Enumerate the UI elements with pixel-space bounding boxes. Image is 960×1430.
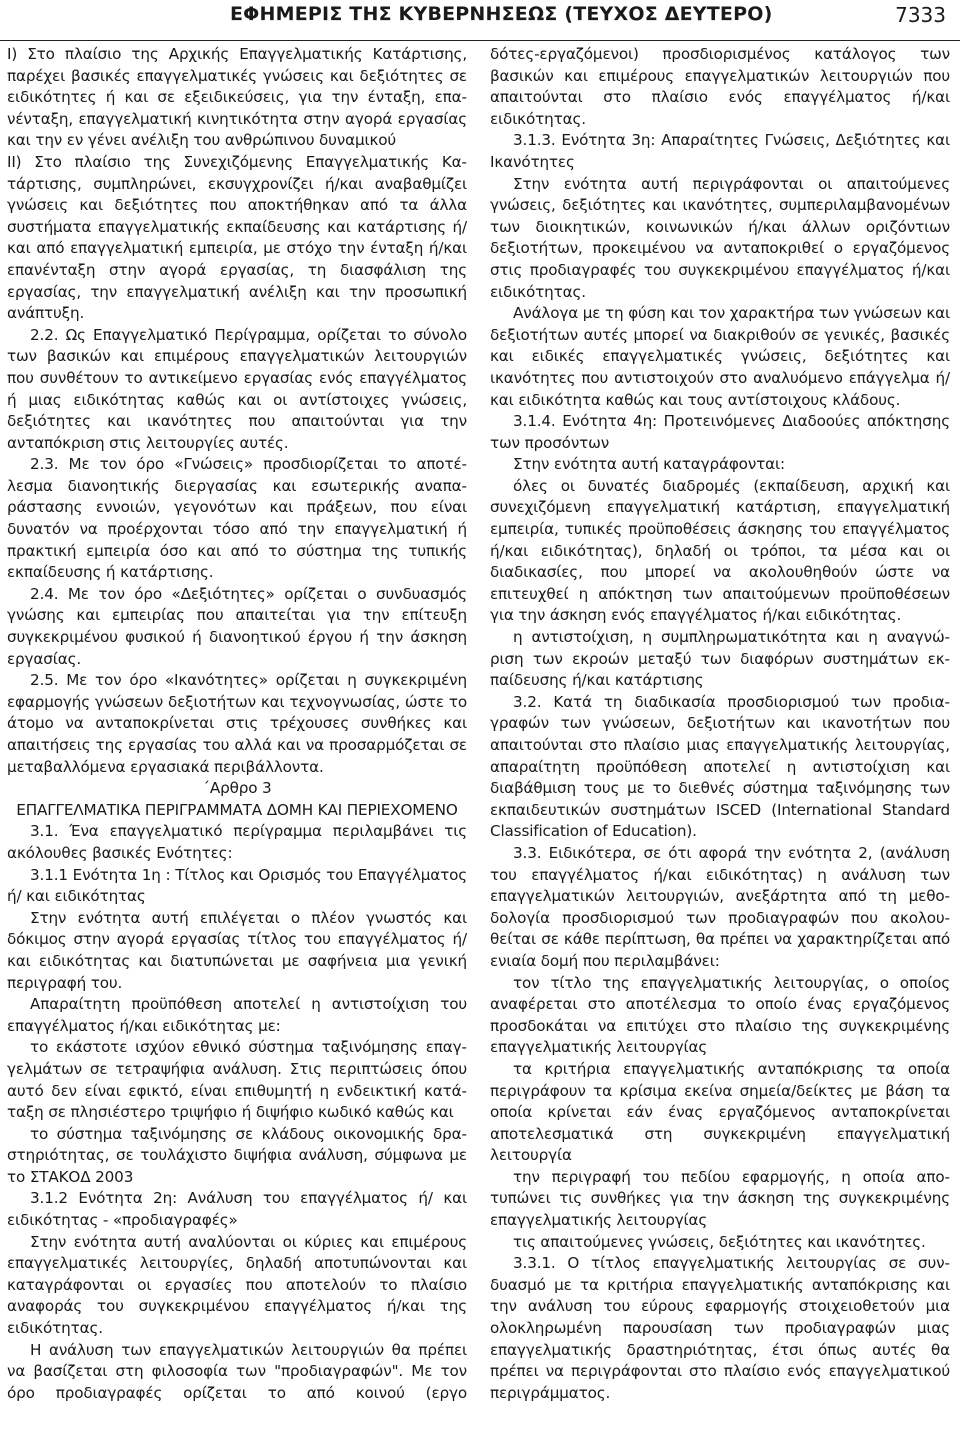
list-item: η αντιστοίχιση, η συμπληρωματικότητα και η αναγνώριση των εκροών μεταξύ των διαφόρων συστημάτων εκπαίδευσης ή/και κατάρτισης <box>490 628 950 690</box>
paragraph: 3.1. Ένα επαγγελματικό περίγραμμα περιλαμβάνει τις ακόλουθες βασικές Ενότητες: <box>7 822 467 862</box>
paragraph: Ανάλογα με τη φύση και τον χαρακτήρα των γνώσεων και δεξιοτήτων αυτές μπορεί να διακριθούν σε γενικές, βασικές και ειδικές επαγγελματικές γνώσεις, δεξιότητες και ικανότητες που αντιστοιχούν στο αναλυόμενο επάγγελμα ή/και ειδικότητα καθώς και τους αντίστοιχους κλάδους. <box>490 304 951 409</box>
list-item: την περιγραφή του πεδίου εφαρμογής, η οποία αποτυπώνει τις συνθήκες για την άσκηση της συγκεκριμένης επαγγελματικής λειτουργίας <box>490 1167 950 1230</box>
left-column <box>7 44 467 1404</box>
article-heading: ΄Αρθρο 3 <box>202 779 272 798</box>
paragraph: Η ανάλυση των επαγγελματικών λειτουργιών θα πρέπει να βασίζεται στη φιλοσοφία των "προδιαγραφών". Με τον όρο προδιαγραφές ορίζεται το από κοινού (εργο <box>7 1340 467 1402</box>
section-heading: 3.1.2 Ενότητα 2η: Ανάλυση του επαγγέλματος ή/ και ειδικότητας - «προδιαγραφές» <box>7 1189 467 1230</box>
page-number: 7333 <box>895 3 946 27</box>
right-column <box>490 44 950 1404</box>
paragraph: 2.3. Με τον όρο «Γνώσεις» προσδιορίζεται το αποτέλεσμα διανοητικής διεργασίας και εσωτερικής αναπαράστασης εννοιών, γεγονότων και πράξεων, που είναι δυνατόν να προέρχονται τόσο από την επαγγελματική ή πρακτική εμπειρία όσο και από το σύστημα της τυπικής εκπαίδευσης ή κατάρτισης. <box>7 455 467 582</box>
paragraph: Απαραίτητη προϋπόθεση αποτελεί η αντιστοίχιση του επαγγέλματος ή/και ειδικότητας με: <box>7 995 467 1035</box>
paragraph: δότες-εργαζόμενοι) προσδιορισμένος κατάλογος των βασικών και επιμέρους επαγγελματικών λειτουργιών που απαιτούνται στο πλαίσιο ενός επαγγέλματος ή/και ειδικότητας. <box>490 45 950 128</box>
list-item: τα κριτήρια επαγγελματικής ανταπόκρισης τα οποία περιγράφουν τα κρίσιμα εκείνα σημεία/δείκτες με βάση τα οποία κρίνεται εάν ένας εργαζόμενος ανταποκρίνεται αποτελεσματικά στη συγκεκριμένη επαγγελματική λειτουργία <box>490 1059 950 1165</box>
section-heading: 3.1.4. Ενότητα 4η: Προτεινόμενες Διαδοούες απόκτησης των προσόντων <box>490 412 950 452</box>
paragraph: 3.3. Ειδικότερα, σε ότι αφορά την ενότητα 2, (ανάλυση του επαγγέλματος ή/και ειδικότητας) η ανάλυση των επαγγελματικών λειτουργιών, ανεξάρτητα από τη μεθοδολογία προσδιορισμού των προδιαγραφών που ακολουθείται σε κάθε περίπτωση, θα πρέπει να χαρακτηρίζεται από ενιαία δομή που περιλαμβάνει: <box>490 843 950 970</box>
list-item: τις απαιτούμενες γνώσεις, δεξιότητες και ικανότητες. <box>513 1232 926 1251</box>
paragraph: Στην ενότητα αυτή αναλύονται οι κύριες και επιμέρους επαγγελματικές λειτουργίες, δηλαδή αποτυπώνονται και καταγράφονται οι εργασίες που αποτελούν το πλαίσιο αναφοράς του συγκεκριμένου επαγγέλματος ή/και της ειδικότητας. <box>7 1232 467 1338</box>
paragraph: 2.5. Με τον όρο «Ικανότητες» ορίζεται η συγκεκριμένη εφαρμογής γνώσεων δεξιοτήτων και τεχνογνωσίας, ώστε το άτομο να ανταποκρίνεται στις τρέχουσες συνθήκες και απαιτήσεις της εργασίας του αλλά και να προσαρμόζεται σε μεταβαλλόμενα εργασιακά περιβάλλοντα. <box>7 671 467 776</box>
gazette-title: ΕΦΗΜΕΡΙΣ ΤΗΣ ΚΥΒΕΡΝΗΣΕΩΣ (ΤΕΥΧΟΣ ΔΕΥΤΕΡΟ) <box>230 3 773 25</box>
paragraph: Στην ενότητα αυτή καταγράφονται: <box>513 455 785 474</box>
paragraph: Στην ενότητα αυτή περιγράφονται οι απαιτούμενες γνώσεις, δεξιότητες και ικανότητες, συμπεριλαμβανομένων των διοικητικών, κοινωνικών ή/και άλλων οριζόντιων δεξιοτήτων, προκειμένου να ανταποκριθεί ο εργαζόμενος στις προδιαγραφές του συγκεκριμένου επαγγέλματος ή/και ειδικότητας. <box>490 174 950 301</box>
page-header <box>0 0 960 41</box>
list-item: το σύστημα ταξινόμησης σε κλάδους οικονομικής δραστηριότητας, σε τουλάχιστο διψήφια ανάλυση, σύμφωνα με το ΣΤΑΚΟΔ 2003 <box>7 1124 467 1186</box>
article-title: ΕΠΑΓΓΕΛΜΑΤΙΚΑ ΠΕΡΙΓΡΑΜΜΑΤΑ ΔΟΜΗ ΚΑΙ ΠΕΡΙΕΧΟΜΕΝΟ <box>16 800 458 819</box>
paragraph: 2.4. Με τον όρο «Δεξιότητες» ορίζεται ο συνδυασμός γνώσης και εμπειρίας που απαιτείται για την επίτευξη συγκεκριμένου φυσικού ή διανοητικού έργου ή την άσκηση εργασίας. <box>7 584 467 668</box>
list-item: το εκάστοτε ισχύον εθνικό σύστημα ταξινόμησης επαγγελμάτων σε τετραψήφια ανάλυση. Στις περιπτώσεις όπου αυτό δεν είναι εφικτό, είναι επιθυμητή η ενδεικτική κατάταξη σε πλησιέστερο τριψήφιο ή διψήφιο κωδικό καθώς και <box>7 1038 467 1122</box>
section-heading: 3.1.1 Ενότητα 1η : Τίτλος και Ορισμός του Επαγγέλματος ή/ και ειδικότητας <box>7 865 467 906</box>
paragraph: 3.3.1. Ο τίτλος επαγγελματικής λειτουργίας σε συνδυασμό με τα κριτήρια επαγγελματικής ανταπόκρισης και την ανάλυση του εύρους εφαρμογής στοιχειοθετούν μια ολοκληρωμένη παρουσίαση των προδιαγραφών μιας επαγγελματικής δραστηριότητας, έτσι όπως αυτές θα πρέπει να περιγράφονται στο πλαίσιο ενός επαγγελματικού περιγράμματος. <box>490 1254 950 1402</box>
paragraph: 2.2. Ως Επαγγελματικό Περίγραμμα, ορίζεται το σύνολο των βασικών και επιμέρους επαγγελματικών λειτουργιών που συνθέτουν το αντικείμενο εργασίας ενός επαγγέλματος ή μιας ειδικότητας καθώς και οι αντίστοιχες γνώσεις, δεξιότητες και ικανότητες που απαιτούνται για την ανταπόκριση στις λειτουργίες αυτές. <box>7 325 467 452</box>
section-heading: 3.1.3. Ενότητα 3η: Απαραίτητες Γνώσεις, Δεξιότητες και Ικανότητες <box>490 131 950 171</box>
paragraph: 3.2. Κατά τη διαδικασία προσδιορισμού των προδιαγραφών των γνώσεων, δεξιοτήτων και ικανοτήτων που απαιτούνται στο πλαίσιο μιας επαγγελματικής λειτουργίας, απαραίτητη προϋπόθεση αποτελεί η αντιστοίχιση και διαβάθμιση τους με το διεθνές σύστημα ταξινόμησης των εκπαιδευτικών συστημάτων ISCED (International Standard Classification of Education). <box>490 692 950 841</box>
paragraph: ΙΙ) Στο πλαίσιο της Συνεχιζόμενης Επαγγελματικής Κατάρτισης, συμπληρώνει, εκσυγχρονίζει ή/και αναβαθμίζει γνώσεις και δεξιότητες που αποκτήθηκαν από τα άλλα συστήματα επαγγελματικής εκπαίδευσης και κατάρτισης ή/και από επαγγελματική εμπειρία, με στόχο την ένταξη ή/και επανένταξη στην αγορά εργασίας, τη διασφάλιση της εργασίας, την επαγγελματική ανέλιξη και την προσωπική ανάπτυξη. <box>7 152 467 323</box>
paragraph: Ι) Στο πλαίσιο της Αρχικής Επαγγελματικής Κατάρτισης, παρέχει βασικές επαγγελματικές γνώσεις και δεξιότητες σε ειδικότητες ή και σε εξειδικεύσεις, για την ένταξη, επανένταξη, επαγγελματική κινητικότητα στην αγορά εργασίας και την εν γένει ανέλιξη του ανθρώπινου δυναμικού <box>7 45 467 150</box>
paragraph: Στην ενότητα αυτή επιλέγεται ο πλέον γνωστός και δόκιμος στην αγορά εργασίας τίτλος του επαγγέλματος ή/και ειδικότητας και διατυπώνεται με σαφήνεια μια γενική περιγραφή του. <box>7 908 467 992</box>
list-item: όλες οι δυνατές διαδρομές (εκπαίδευση, αρχική και συνεχιζόμενη επαγγελματική κατάρτιση, επαγγελματική εμπειρία, τυπικές προϋποθέσεις άσκησης του επαγγέλματος ή/και ειδικότητας), δηλαδή οι τρόποι, τα μέσα και οι διαδικασίες, που μπορεί να ακολουθηθούν ώστε να επιτευχθεί η απόκτηση των απαιτούμενων προϋποθέσεων για την άσκηση ενός επαγγέλματος ή/και ειδικότητας. <box>490 476 950 625</box>
list-item: τον τίτλο της επαγγελματικής λειτουργίας, ο οποίος αναφέρεται στο αποτέλεσμα το οποίο ένας εργαζόμενος προσδοκάται να επιτύχει στο πλαίσιο της συγκεκριμένης επαγγελματικής λειτουργίας <box>490 973 950 1057</box>
